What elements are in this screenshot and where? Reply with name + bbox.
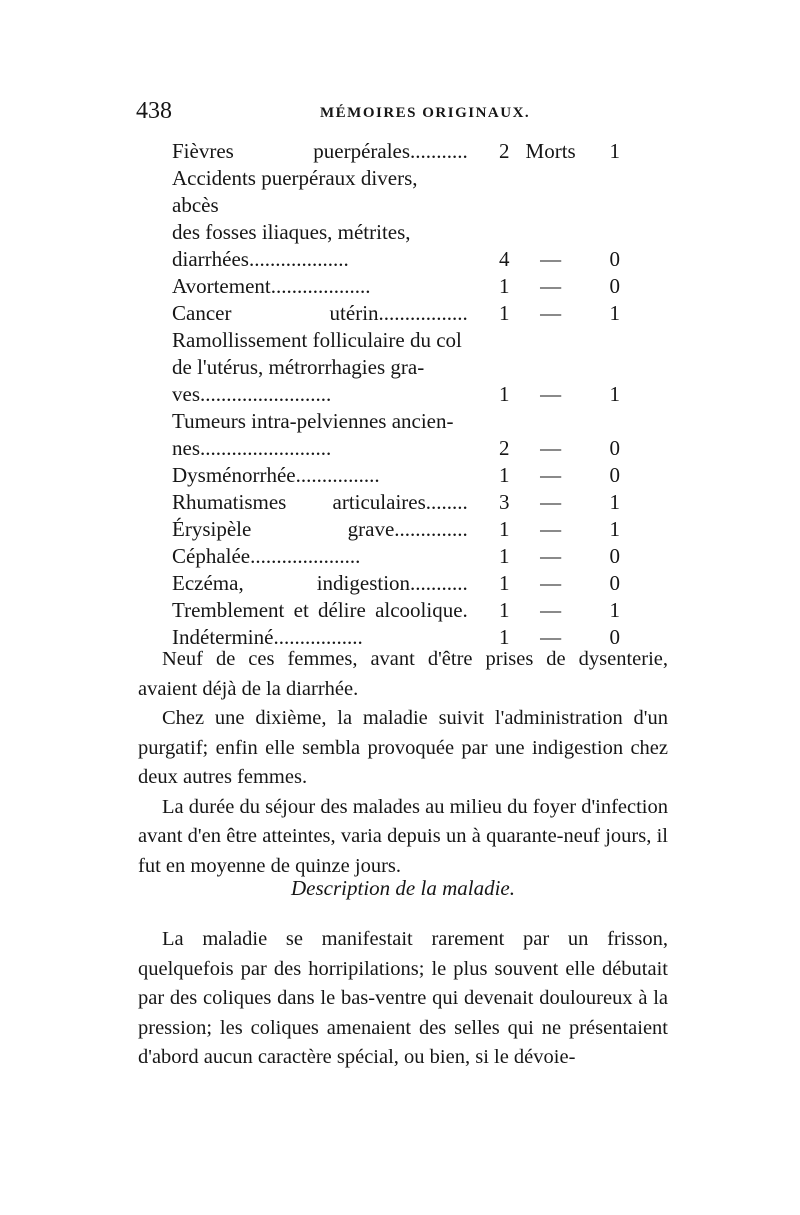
intro-text <box>138 645 668 881</box>
row-deaths <box>582 408 642 435</box>
table-row <box>172 462 642 489</box>
row-cases: 1 <box>498 517 510 541</box>
paragraph: Neuf de ces femmes, avant d'être prises de dysenterie, avaient déjà de la diarrhée. <box>138 648 668 700</box>
row-deaths-mark <box>519 219 581 246</box>
table-row <box>172 354 642 381</box>
table-row <box>172 165 642 219</box>
section-title: Description de la maladie. <box>291 876 515 900</box>
row-deaths-mark: — <box>540 301 562 325</box>
row-deaths-mark: — <box>540 544 562 568</box>
row-deaths-mark <box>519 165 581 219</box>
row-cases <box>468 165 520 219</box>
row-deaths-mark: — <box>540 517 562 541</box>
row-deaths: 1 <box>609 490 620 514</box>
table-row <box>172 381 642 408</box>
row-deaths <box>582 165 642 219</box>
row-deaths-mark: — <box>540 382 562 406</box>
row-deaths-mark: — <box>540 463 562 487</box>
row-deaths-mark: — <box>540 571 562 595</box>
row-deaths-mark <box>519 327 581 354</box>
row-label: Cancer utérin................. <box>172 301 468 325</box>
table-row <box>172 327 642 354</box>
running-head: MÉMOIRES ORIGINAUX. <box>320 105 531 121</box>
table-row <box>172 489 642 516</box>
paragraph: La maladie se manifestait rarement par un frisson, quelquefois par des horripilations; le plus souvent elle débutait par des coliques dans le bas-ventre qui devenait douloureux à la pression; les coliques amenaient des selles qui ne présentaient d'abord aucun caractère spécial, ou bien, si le dévoie- <box>138 928 668 1068</box>
row-deaths-mark: — <box>540 490 562 514</box>
row-cases <box>468 354 520 381</box>
row-cases: 2 <box>498 436 510 460</box>
table-row <box>172 273 642 300</box>
row-label: Accidents puerpéraux divers, abcès <box>172 166 418 217</box>
row-deaths-mark: Morts <box>525 139 576 163</box>
page-header <box>136 98 646 130</box>
row-deaths: 0 <box>609 436 620 460</box>
row-label: nes......................... <box>172 436 332 460</box>
row-label: Avortement................... <box>172 274 371 298</box>
row-deaths: 0 <box>609 274 620 298</box>
row-cases: 3 <box>498 490 510 514</box>
row-deaths: 1 <box>609 517 620 541</box>
paragraph: La durée du séjour des malades au milieu du foyer d'infection avant d'en être atteintes, varia depuis un à quarante-neuf jours, il fut en moyenne de quinze jours. <box>138 795 668 877</box>
section-text <box>138 925 668 1073</box>
table-row <box>172 570 642 597</box>
row-deaths: 0 <box>609 571 620 595</box>
row-deaths-mark: — <box>540 598 562 622</box>
row-label: diarrhées................... <box>172 247 349 271</box>
row-deaths: 0 <box>609 544 620 568</box>
paragraph: Chez une dixième, la maladie suivit l'administration d'un purgatif; enfin elle sembla provoquée par une indigestion chez deux autres femmes. <box>138 707 668 788</box>
row-cases: 1 <box>498 598 510 622</box>
row-cases: 2 <box>498 139 510 163</box>
table-row <box>172 597 642 624</box>
row-label: Tumeurs intra-pelviennes ancien- <box>172 409 454 433</box>
row-cases <box>468 327 520 354</box>
row-deaths: 1 <box>609 301 620 325</box>
row-cases: 4 <box>498 247 510 271</box>
causes-table <box>172 138 642 651</box>
row-cases: 1 <box>498 274 510 298</box>
table-row <box>172 246 642 273</box>
row-deaths-mark: — <box>540 247 562 271</box>
table-row <box>172 516 642 543</box>
row-deaths-mark <box>519 354 581 381</box>
row-cases <box>468 408 520 435</box>
causes-table-body <box>172 138 642 651</box>
row-deaths: 0 <box>609 625 620 649</box>
row-label: Érysipèle grave.............. <box>172 517 468 541</box>
row-label: Indéterminé................. <box>172 625 363 649</box>
table-row <box>172 435 642 462</box>
row-cases: 1 <box>498 301 510 325</box>
row-label: Ramollissement folliculaire du col <box>172 328 462 352</box>
row-cases: 1 <box>498 544 510 568</box>
row-label: Tremblement et délire alcoolique. <box>172 598 468 622</box>
table-row <box>172 543 642 570</box>
row-deaths-mark: — <box>540 436 562 460</box>
row-cases: 1 <box>498 625 510 649</box>
row-label: Fièvres puerpérales........... <box>172 139 468 163</box>
row-cases: 1 <box>498 463 510 487</box>
row-deaths: 0 <box>609 463 620 487</box>
row-deaths-mark: — <box>540 274 562 298</box>
row-deaths <box>582 327 642 354</box>
row-deaths: 1 <box>609 139 620 163</box>
row-cases: 1 <box>498 382 510 406</box>
row-deaths <box>582 219 642 246</box>
row-deaths-mark: — <box>540 625 562 649</box>
table-row <box>172 138 642 165</box>
row-deaths-mark <box>519 408 581 435</box>
row-label: ves......................... <box>172 382 332 406</box>
table-row <box>172 408 642 435</box>
row-label: de l'utérus, métrorrhagies gra- <box>172 355 425 379</box>
row-cases <box>468 219 520 246</box>
page-number: 438 <box>136 98 172 124</box>
row-deaths <box>582 354 642 381</box>
row-label: des fosses iliaques, métrites, <box>172 220 411 244</box>
row-label: Céphalée..................... <box>172 544 361 568</box>
row-label: Dysménorrhée................ <box>172 463 380 487</box>
row-deaths: 1 <box>609 598 620 622</box>
row-label: Eczéma, indigestion........... <box>172 571 468 595</box>
row-deaths: 1 <box>609 382 620 406</box>
table-row <box>172 219 642 246</box>
row-label: Rhumatismes articulaires........ <box>172 490 468 514</box>
table-row <box>172 300 642 327</box>
row-deaths: 0 <box>609 247 620 271</box>
row-cases: 1 <box>498 571 510 595</box>
